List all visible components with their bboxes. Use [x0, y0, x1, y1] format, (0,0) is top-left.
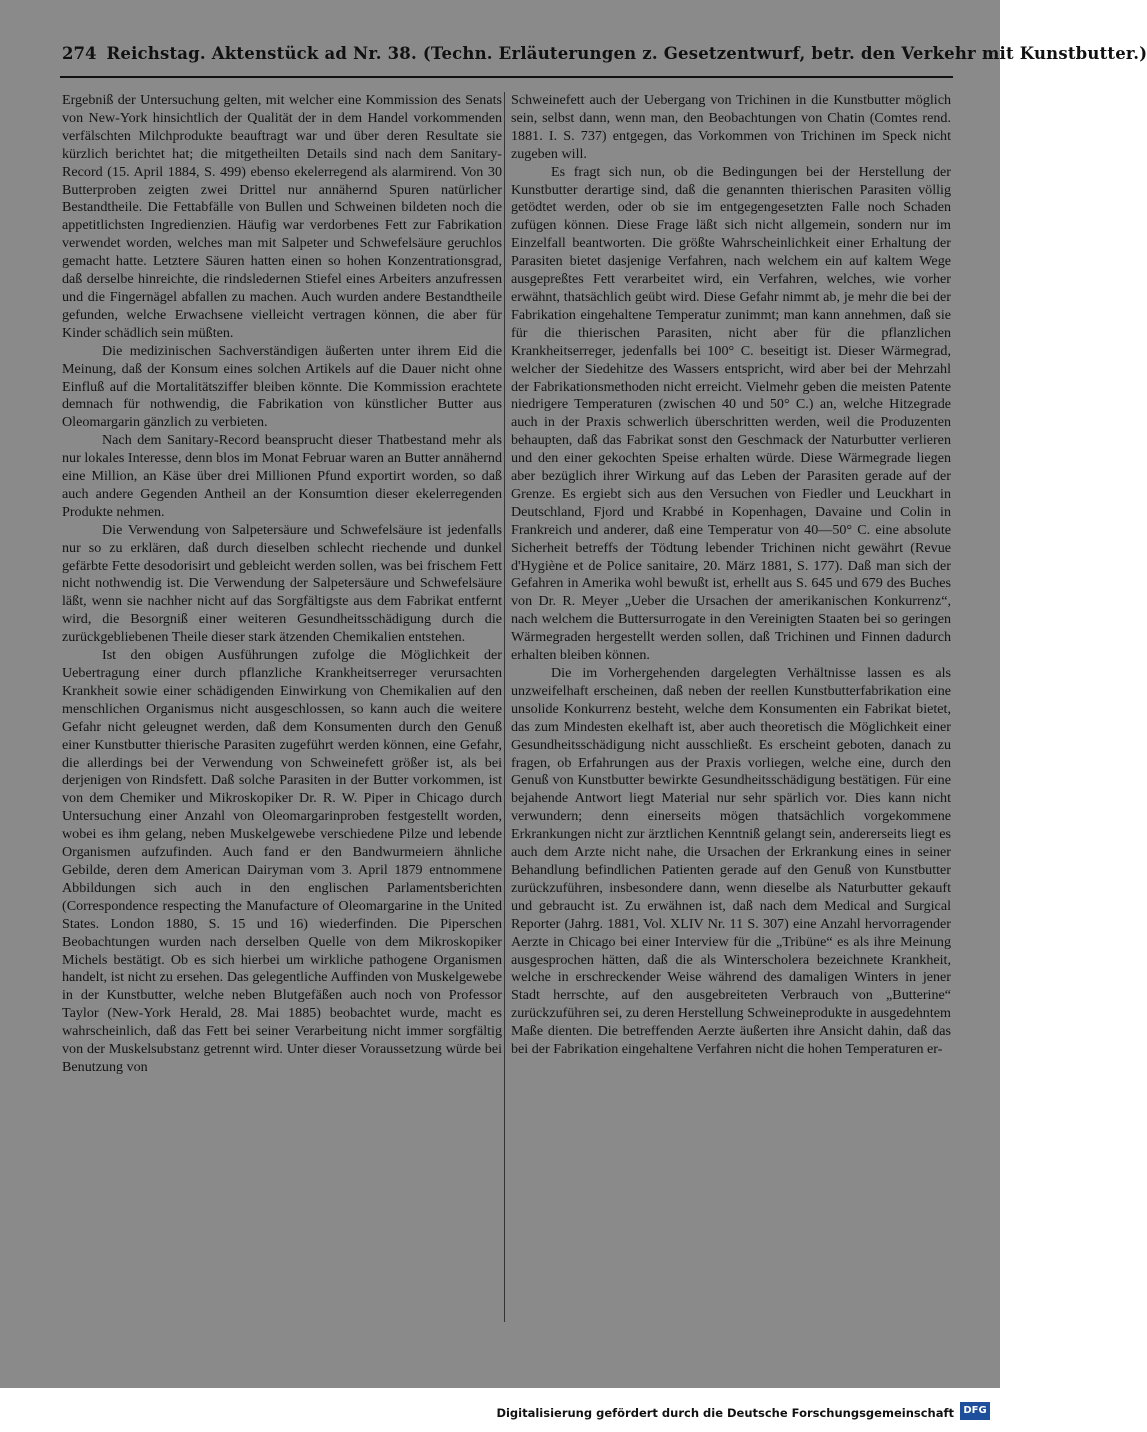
funding-credit: Digitalisierung gefördert durch die Deutsche Forschungsgemeinschaft: [496, 1406, 954, 1420]
paragraph: Die im Vorhergehenden dargelegten Verhältnisse lassen es als unzweifelhaft erscheinen, daß neben der reellen Kunstbutterfabrikation eine unsolide Konkurrenz besteht, welche dem Konsumenten ein Fabrikat bietet, das zum Mindesten ekelhaft ist, aber auch theoretisch die Möglichkeit einer Gesundheitsschädigung nicht ausschließt. Es erscheint geboten, danach zu fragen, ob Erfahrungen aus der Praxis vorliegen, welche eine, durch den Genuß von Kunstbutter bewirkte Gesundheitsschädigung bestätigen. Für eine bejahende Antwort liegt Material nur sehr spärlich vor. Dies kann nicht verwundern; denn einerseits mögen thatsächlich vorgekommene Erkrankungen nicht zur ärztlichen Kenntniß gelangt sein, andererseits liegt es auch dem Arzte nicht nahe, die Ursachen der Erkrankung eines in seiner Behandlung befindlichen Patienten gerade auf den Genuß von Kunstbutter zurückzuführen, insbesondere dann, wenn dieselbe als Naturbutter gekauft und gebraucht ist. Zu erwähnen ist, daß nach dem Medical and Surgical Reporter (Jahrg. 1881, Vol. XLIV Nr. 11 S. 307) eine Anzahl hervorragender Aerzte in Chicago bei einer Interview für die „Tribüne“ es als ihre Meinung ausgesprochen hätten, daß die als Winterscholera bezeichnete Krankheit, welche in erschreckender Weise während des damaligen Winters in jener Stadt herrschte, auf den ausgebreiteten Verbrauch von „Butterine“ zurückzuführen sei, zu deren Herstellung Schweineprodukte in ausgedehntem Maße dienten. Die betreffenden Aerzte äußerten ihre Ansicht dahin, daß das bei der Fabrikation eingehaltene Verfahren nicht die hohen Temperaturen er-: [511, 665, 951, 1058]
header-rule: [60, 76, 953, 78]
paragraph: Die medizinischen Sachverständigen äußerten unter ihrem Eid die Meinung, daß der Konsum eines solchen Artikels auf die Dauer nicht ohne Einfluß auf die Mortalitätsziffer bleiben könnte. Die Kommission erachtete demnach für nothwendig, die Fabrikation von künstlicher Butter aus Oleomargarin gänzlich zu verbieten.: [62, 342, 502, 431]
dfg-logo: DFG: [960, 1402, 990, 1420]
page-title: Reichstag. Aktenstück ad Nr. 38. (Techn. Erläuterungen z. Gesetzentwurf, betr. den Verkehr mit Kunstbutter.): [106, 44, 1147, 63]
right-column: [511, 92, 951, 1059]
paragraph: Schweinefett auch der Uebergang von Trichinen in die Kunstbutter möglich sein, selbst dann, wenn man, den Beobachtungen von Chatin (Comtes rend. 1881. I. S. 737) entgegen, das Vorkommen von Trichinen im Speck nicht zugeben will.: [511, 92, 951, 162]
footer-bar: [0, 1388, 1000, 1432]
left-column: [62, 92, 502, 1077]
paragraph: Ist den obigen Ausführungen zufolge die Möglichkeit der Uebertragung einer durch pflanzliche Krankheitserreger verursachten Krankheit sowie einer schädigenden Einwirkung von Chemikalien auf den menschlichen Organismus nicht ausgeschlossen, so kann auch die weitere Gefahr nicht geleugnet werden, daß dem Konsumenten durch den Genuß einer Kunstbutter thierische Parasiten zugeführt werden können, eine Gefahr, die allerdings bei der Verwendung von Schweinefett größer ist, als bei derjenigen von Rindsfett. Daß solche Parasiten in der Butter vorkommen, ist von dem Chemiker und Mikroskopiker Dr. R. W. Piper in Chicago durch Untersuchung einer Anzahl von Oleomargarinproben festgestellt worden, wobei es ihm gelang, neben Muskelgewebe verschiedene Pilze und lebende Organismen aufzufinden. Auch fand er den Bandwurmeiern ähnliche Gebilde, deren dem American Dairyman vom 3. April 1879 entnommene Abbildungen sich auch in den englischen Parlamentsberichten (Correspondence respecting the Manufacture of Oleomargarine in the United States. London 1880, S. 15 und 16) wiederfinden. Die Piperschen Beobachtungen wurden nach derselben Quelle von dem Mikroskopiker Michels bestätigt. Ob es sich hierbei um wirkliche pathogene Organismen handelt, ist nicht zu ersehen. Das gelegentliche Auffinden von Muskelgewebe in der Kunstbutter, welche neben Blutgefäßen auch noch von Professor Taylor (New-York Herald, 28. Mai 1885) beobachtet wurde, macht es wahrscheinlich, daß das Fett bei seiner Verarbeitung nicht immer sorgfältig von der Muskelsubstanz getrennt wird. Unter dieser Voraussetzung würde bei Benutzung von: [62, 647, 502, 1075]
column-divider: [504, 92, 505, 1322]
page-header: [62, 44, 1147, 63]
paragraph: Die Verwendung von Salpetersäure und Schwefelsäure ist jedenfalls nur so zu erklären, daß durch dieselben schlecht riechende und dunkel gefärbte Fette desodorisirt und gebleicht werden sollen, was bei frischem Fett nicht nothwendig ist. Die Verwendung der Salpetersäure und Schwefelsäure läßt, wenn sie nachher nicht auf das Sorgfältigste aus dem Fabrikat entfernt wird, die Besorgniß einer weiteren Gesundheitsschädigung durch die zurückgebliebenen Theile dieser stark ätzenden Chemikalien entstehen.: [62, 521, 502, 646]
page-number: 274: [62, 44, 97, 63]
paragraph: Ergebniß der Untersuchung gelten, mit welcher eine Kommission des Senats von New-York hinsichtlich der Qualität der in dem Handel vorkommenden verfälschten Milchprodukte beauftragt war und über deren Resultate sie kürzlich berichtet hat; die mitgetheilten Details sind nach dem Sanitary-Record (15. April 1884, S. 499) ebenso ekelerregend als alarmirend. Von 30 Butterproben zeigten zwei Drittel nur annähernd Spuren natürlicher Bestandtheile. Die Fettabfälle von Bullen und Schweinen bildeten noch die appetitlichsten Ingredienzien. Häufig war verdorbenes Fett zur Fabrikation verwendet worden, welches man mit Salpeter und Schwefelsäure geruchlos gemacht hatte. Letztere Säuren hatten einen so hohen Konzentrationsgrad, daß derselbe hinreichte, die rindsledernen Stiefel eines Arbeiters anzufressen und die Fingernägel abfallen zu machen. Auch wurden andere Bestandtheile gefunden, welche Erwachsene vielleicht vertragen können, die aber für Kinder schädlich sein müßten.: [62, 92, 502, 341]
paragraph: Es fragt sich nun, ob die Bedingungen bei der Herstellung der Kunstbutter derartige sind, daß die genannten thierischen Parasiten völlig getödtet werden, oder ob sie im entgegengesetzten Falle noch Schaden zufügen können. Diese Frage läßt sich nicht allgemein, sondern nur im Einzelfall beantworten. Die größte Wahrscheinlichkeit einer Erhaltung der Parasiten bietet dasjenige Verfahren, nach welchem ein auf kaltem Wege ausgepreßtes Fett verarbeitet wird, ein Verfahren, welches, wie vorher erwähnt, thatsächlich geübt wird. Diese Gefahr nimmt ab, je mehr die bei der Fabrikation eingehaltene Temperatur zunimmt; man kann annehmen, daß sie für die thierischen Parasiten, nicht aber für die pflanzlichen Krankheitserreger, jedenfalls bei 100° C. beseitigt ist. Dieser Wärmegrad, welcher der Siedehitze des Wassers entspricht, wird aber bei der Mehrzahl der Fabrikationsmethoden nicht erreicht. Vielmehr geben die meisten Patente niedrigere Temperaturen (zwischen 40 und 50° C.) an, welche Hitzegrade auch in der Praxis schwerlich überschritten werden, weil die Produzenten behaupten, daß das Fabrikat sonst den Geschmack der Naturbutter verlieren und den einer gekochten Speise erhalten würde. Diese Wärmegrade liegen aber bezüglich ihrer Wirkung auf das Leben der Parasiten gerade auf der Grenze. Es ergiebt sich aus den Versuchen von Fiedler und Leuckhart in Deutschland, Fjord und Krabbé in Kopenhagen, Davaine und Colin in Frankreich und anderer, daß eine Temperatur von 40—50° C. eine absolute Sicherheit betreffs der Tödtung lebender Trichinen nicht gewährt (Revue d'Hygiène et de Police sanitaire, 20. März 1881, S. 177). Daß man sich der Gefahren in Amerika wohl bewußt ist, erhellt aus S. 645 und 679 des Buches von Dr. R. Meyer „Ueber die Ursachen der amerikanischen Konkurrenz“, nach welchem die Buttersurrogate in den Vereinigten Staaten bei so geringen Wärmegraden hergestellt werden sollen, daß Trichinen und Finnen dadurch erhalten bleiben können.: [511, 163, 951, 664]
paragraph: Nach dem Sanitary-Record beansprucht dieser Thatbestand mehr als nur lokales Interesse, denn blos im Monat Februar waren an Butter annähernd eine Million, an Käse über drei Millionen Pfund exportirt worden, so daß auch andere Gegenden Antheil an der Konsumtion dieser ekelerregenden Produkte nehmen.: [62, 432, 502, 520]
